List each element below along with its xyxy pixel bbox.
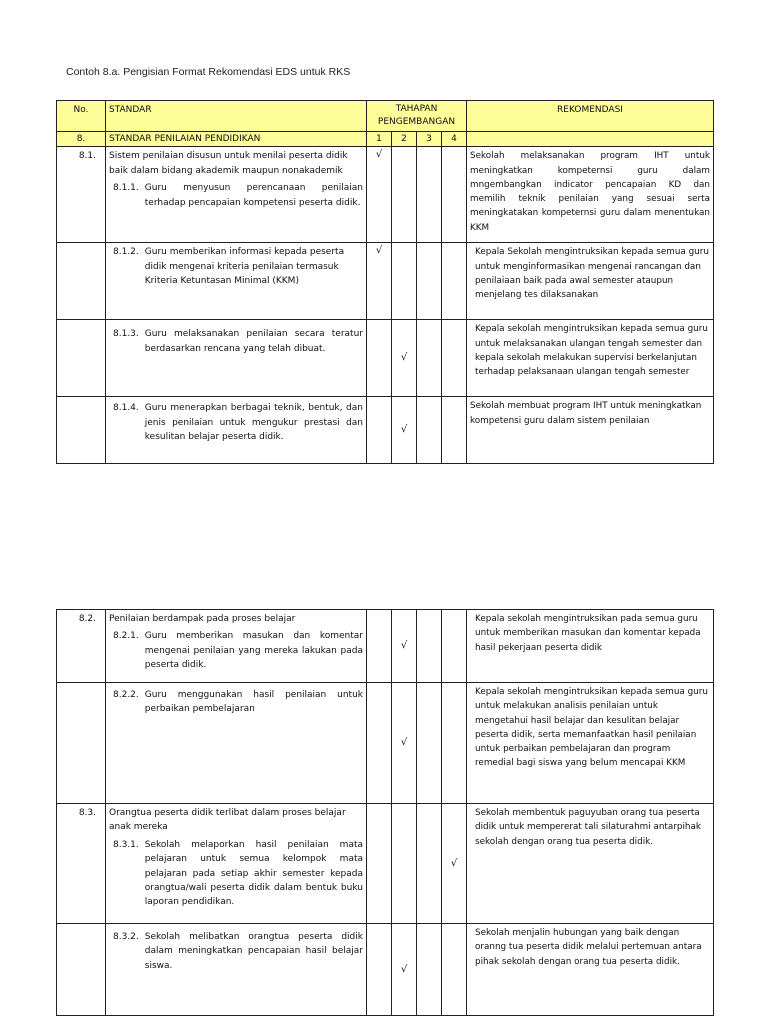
mark-level-1 <box>367 610 392 683</box>
sub-indicator-text: Guru menerapkan berbagai teknik, bentuk, dan jenis penilaian untuk mengukur prestasi dan kesulitan belajar peserta didik. <box>144 403 363 443</box>
rekomendasi-blank <box>467 132 714 147</box>
standar-name: STANDAR PENILAIAN PENDIDIKAN <box>106 132 367 147</box>
rekomendasi-cell: Kepala sekolah mengintruksikan kepada semua guru untuk melakukan analisis penilaian untuk mengetahui hasil belajar dan kesulitan belajar peserta didik, serta memanfaatkan hasil penilaian untuk perbaikan pembelajaran dan program remedial bagi siswa yang belum mencapai KKM <box>467 683 714 804</box>
mark-level-3 <box>417 804 442 924</box>
table-row <box>57 804 714 924</box>
table-row <box>57 610 714 683</box>
mark-level-1 <box>367 397 392 464</box>
level-3: 3 <box>417 132 442 147</box>
sub-indicator-code: 8.3.2. <box>113 932 139 942</box>
sub-indicator-code: 8.1.1. <box>113 183 139 194</box>
row-number <box>57 243 106 320</box>
sub-indicator-code: 8.2.2. <box>113 690 139 700</box>
mark-level-3 <box>417 610 442 683</box>
sub-indicator <box>109 327 363 356</box>
sub-indicator-text: Guru melaksanakan penilaian secara teratur berdasarkan rencana yang telah dibuat. <box>144 329 363 354</box>
mark-level-2 <box>392 147 417 243</box>
sub-indicator-text: Sekolah melaporkan hasil penilaian mata pelajaran untuk semua kelompok mata pelajaran pada setiap akhir semester kepada orangtua/wali peserta didik dalam bentuk buku laporan pendidikan. <box>144 839 363 908</box>
mark-level-1 <box>367 804 392 924</box>
sub-indicator <box>109 930 363 973</box>
mark-level-1: √ <box>367 147 392 243</box>
level-4: 4 <box>442 132 467 147</box>
rekomendasi-cell: Sekolah melaksanakan program IHT untuk meningkatkan kompeternsi guru dalam mngembangkan indicator pencapaian KD dan memilih teknik penilaian yang sesuai serta meningkatakan kompeternsi guru dalam menentukan KKM <box>467 147 714 243</box>
sub-indicator-code: 8.3.1. <box>113 839 139 850</box>
rekomendasi-cell: Sekolah menjalin hubungan yang baik dengan oranng tua peserta didik melalui pertemuan antara pihak sekolah dengan orang tua peserta didik. <box>467 924 714 1016</box>
row-number <box>57 397 106 464</box>
table-row <box>57 397 714 464</box>
mark-level-1: √ <box>367 243 392 320</box>
sub-indicator-code: 8.1.2. <box>113 247 139 258</box>
indicator-cell <box>106 243 367 320</box>
rekomendasi-cell: Kepala sekolah mengintruksikan pada semua guru untuk memberikan masukan dan komentar kepada hasil pekerjaan peserta didik <box>467 610 714 683</box>
sub-indicator-code: 8.2.1. <box>113 631 139 642</box>
sub-indicator <box>109 838 363 910</box>
table-row <box>57 924 714 1016</box>
row-number <box>57 683 106 804</box>
eds-table-standar-8 <box>56 100 714 464</box>
indicator-lead: Orangtua peserta didik terlibat dalam proses belajar anak mereka <box>109 808 346 833</box>
indicator-lead: Sistem penilaian disusun untuk menilai peserta didik baik dalam bidang akademik maupun nonakademik <box>109 151 348 176</box>
rekomendasi-cell: Kepala sekolah mengintruksikan kepada semua guru untuk melaksanakan ulangan tengah semester dan kepala sekolah melakukan supervisi berkelanjutan terhadap pelaksanaan ulangan tengah semester <box>467 320 714 397</box>
mark-level-3 <box>417 397 442 464</box>
mark-level-4: √ <box>442 804 467 924</box>
header-standar: STANDAR <box>106 101 367 132</box>
row-number <box>57 320 106 397</box>
mark-level-3 <box>417 320 442 397</box>
row-number: 8.1. <box>57 147 106 243</box>
level-1: 1 <box>367 132 392 147</box>
table-row <box>57 147 714 243</box>
sub-indicator-text: Sekolah melibatkan orangtua peserta didik dalam meningkatkan pencapaian hasil belajar siswa. <box>144 932 363 971</box>
sub-indicator <box>109 245 363 288</box>
indicator-cell <box>106 320 367 397</box>
mark-level-3 <box>417 147 442 243</box>
indicator-cell <box>106 397 367 464</box>
table-row <box>57 683 714 804</box>
sub-indicator <box>109 629 363 672</box>
indicator-lead: Penilaian berdampak pada proses belajar <box>109 614 296 624</box>
mark-level-4 <box>442 243 467 320</box>
sub-indicator-text: Guru menggunakan hasil penilaian untuk perbaikan pembelajaran <box>144 690 363 715</box>
table-row <box>57 320 714 397</box>
header-row <box>57 101 714 132</box>
indicator-cell <box>106 804 367 924</box>
rekomendasi-cell: Kepala Sekolah mengintruksikan kepada semua guru untuk menginformasikan mengenai rancangan dan penilaiaan baik pada awal semester ataupun menjelang tes dilaksanakan <box>467 243 714 320</box>
mark-level-3 <box>417 683 442 804</box>
mark-level-2: √ <box>392 683 417 804</box>
row-number <box>57 924 106 1016</box>
caption: Contoh 8.a. Pengisian Format Rekomendasi EDS untuk RKS <box>66 66 351 78</box>
sub-indicator-text: Guru memberikan masukan dan komentar mengenai penilaian yang mereka lakukan pada peserta didik. <box>144 631 363 671</box>
row-number: 8.2. <box>57 610 106 683</box>
sub-indicator <box>109 401 363 444</box>
eds-table-continued <box>56 609 714 1016</box>
standar-number: 8. <box>57 132 106 147</box>
mark-level-2 <box>392 243 417 320</box>
mark-level-2: √ <box>392 397 417 464</box>
standar-row <box>57 132 714 147</box>
sub-indicator <box>109 181 363 210</box>
sub-indicator-text: Guru memberikan informasi kepada peserta didik mengenai kriteria penilaian termasuk Kriteria Ketuntasan Minimal (KKM) <box>144 247 345 287</box>
mark-level-4 <box>442 397 467 464</box>
mark-level-2: √ <box>392 610 417 683</box>
mark-level-3 <box>417 243 442 320</box>
header-no: No. <box>57 101 106 132</box>
mark-level-4 <box>442 683 467 804</box>
row-number: 8.3. <box>57 804 106 924</box>
mark-level-3 <box>417 924 442 1016</box>
mark-level-2 <box>392 804 417 924</box>
mark-level-2: √ <box>392 924 417 1016</box>
indicator-cell <box>106 924 367 1016</box>
indicator-cell <box>106 610 367 683</box>
sub-indicator-text: Guru menyusun perencanaan penilaian terhadap pencapaian kompetensi peserta didik. <box>144 183 363 208</box>
mark-level-1 <box>367 320 392 397</box>
table-row <box>57 243 714 320</box>
rekomendasi-cell: Sekolah membuat program IHT untuk meningkatkan kompetensi guru dalam sistem penilaian <box>467 397 714 464</box>
rekomendasi-cell: Sekolah membentuk paguyuban orang tua peserta didik untuk mempererat tali silaturahmi antarpihak sekolah dengan orang tua peserta didik. <box>467 804 714 924</box>
mark-level-4 <box>442 924 467 1016</box>
mark-level-4 <box>442 320 467 397</box>
mark-level-1 <box>367 683 392 804</box>
sub-indicator-code: 8.1.3. <box>113 329 139 340</box>
sub-indicator-code: 8.1.4. <box>113 403 139 414</box>
header-rekomendasi: REKOMENDASI <box>467 101 714 132</box>
sub-indicator <box>109 688 363 717</box>
level-2: 2 <box>392 132 417 147</box>
indicator-cell <box>106 147 367 243</box>
mark-level-4 <box>442 610 467 683</box>
mark-level-1 <box>367 924 392 1016</box>
indicator-cell <box>106 683 367 804</box>
mark-level-2: √ <box>392 320 417 397</box>
header-tahapan: TAHAPAN PENGEMBANGAN <box>367 101 467 132</box>
mark-level-4 <box>442 147 467 243</box>
